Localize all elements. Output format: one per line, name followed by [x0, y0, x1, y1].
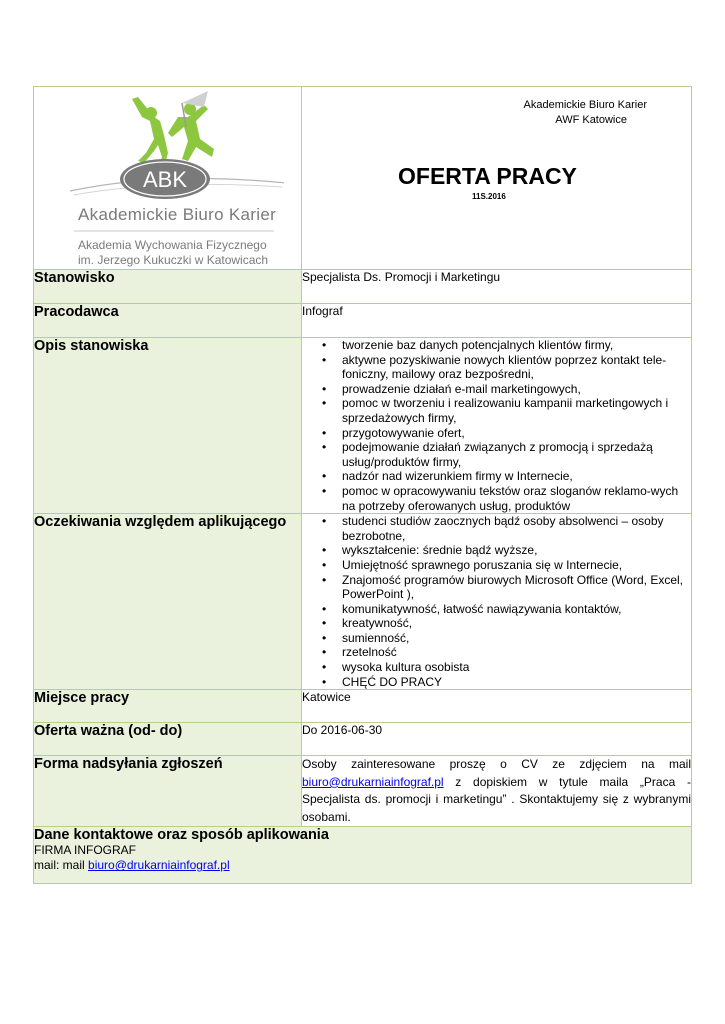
value-miejsce: Katowice	[302, 690, 692, 723]
forma-email-link[interactable]: biuro@drukarniainfograf.pl	[302, 774, 444, 789]
contact-mail-prefix: mail: mail	[34, 858, 89, 873]
list-item: • CHĘĆ DO PRACY	[342, 675, 691, 690]
value-oferta: Do 2016-06-30	[302, 723, 692, 756]
logo-badge-text: ABK	[142, 167, 188, 192]
offer-table	[33, 86, 692, 884]
value-opis	[302, 338, 692, 514]
value-oczekiwania	[302, 514, 692, 690]
list-item: • kreatywność,	[342, 616, 691, 631]
jumping-figure-left-icon	[132, 97, 168, 167]
row-opis	[34, 338, 692, 514]
row-contact	[34, 827, 692, 884]
row-stanowisko	[34, 270, 692, 304]
logo-subtitle-line1: Akademia Wychowania Fizycznego	[78, 238, 267, 252]
label-miejsce: Miejsce pracy	[34, 690, 302, 723]
value-stanowisko: Specjalista Ds. Promocji i Marketingu	[302, 270, 692, 304]
row-pracodawca	[34, 304, 692, 338]
contact-cell	[34, 827, 692, 884]
list-item: • wykształcenie: średnie bądź wyższe,	[342, 543, 691, 558]
forma-text-before: Osoby zainteresowane proszę o CV ze zdjęciem na mail	[302, 757, 691, 772]
org-name: Akademickie Biuro Karier	[523, 99, 647, 111]
logo-name: Akademickie Biuro Karier	[78, 205, 277, 224]
row-forma	[34, 756, 692, 827]
label-stanowisko: Stanowisko	[34, 270, 302, 304]
contact-email-link[interactable]: biuro@drukarniainfograf.pl	[88, 858, 230, 873]
contact-company: FIRMA INFOGRAF	[34, 843, 136, 858]
opis-list	[302, 338, 691, 513]
row-miejsce	[34, 690, 692, 723]
value-forma	[302, 756, 692, 827]
list-item: • tworzenie baz danych potencjalnych klientów firmy,	[342, 338, 691, 353]
job-offer-document	[33, 86, 691, 884]
oczekiwania-list	[302, 514, 691, 689]
list-item: • pomoc w tworzeniu i realizowaniu kampanii marketingowych i sprzedażowych firmy,	[342, 396, 691, 425]
row-oferta	[34, 723, 692, 756]
list-item: • wysoka kultura osobista	[342, 660, 691, 675]
list-item: • prowadzenie działań e-mail marketingowych,	[342, 382, 691, 397]
label-oczekiwania: Oczekiwania względem aplikującego	[34, 514, 302, 690]
list-item: • podejmowanie działań związanych z promocją i sprzedażą usług/produktów firmy,	[342, 440, 691, 469]
contact-mail-line	[34, 858, 691, 873]
logo-subtitle-line2: im. Jerzego Kukuczki w Katowicach	[78, 253, 269, 267]
list-item: • studenci studiów zaocznych bądź osoby absolwenci – osoby bezrobotne,	[342, 514, 691, 543]
list-item: • nadzór nad wizerunkiem firmy w Internecie,	[342, 469, 691, 484]
list-item: • przygotowywanie ofert,	[342, 426, 691, 441]
value-pracodawca: Infograf	[302, 304, 692, 338]
label-pracodawca: Pracodawca	[34, 304, 302, 338]
offer-reference: 11S.2016	[472, 192, 506, 201]
label-opis: Opis stanowiska	[34, 338, 302, 514]
jumping-figure-right-icon	[168, 103, 214, 161]
contact-title: Dane kontaktowe oraz sposób aplikowania	[34, 827, 329, 844]
list-item: • Znajomość programów biurowych Microsoft Office (Word, Excel, PowerPoint ),	[342, 573, 691, 602]
list-item: • sumienność,	[342, 631, 691, 646]
abk-logo-graphic	[54, 87, 284, 205]
page-title: OFERTA PRACY	[398, 163, 577, 189]
logo-divider	[74, 229, 274, 233]
forma-text-after: z dopiskiem w tytule maila „Praca - Specjalista ds. promocji i marketingu” . Skontaktujemy się z wybranymi osobami.	[302, 774, 691, 824]
list-item: • pomoc w opracowywaniu tekstów oraz sloganów reklamo-wych na potrzeby oferowanych usług, produktów	[342, 484, 691, 513]
row-oczekiwania	[34, 514, 692, 690]
org-unit: AWF Katowice	[555, 114, 627, 126]
label-oferta: Oferta ważna (od- do)	[34, 723, 302, 756]
logo-cell	[34, 87, 302, 270]
list-item: • komunikatywność, łatwość nawiązywania kontaktów,	[342, 602, 691, 617]
list-item: • aktywne pozyskiwanie nowych klientów poprzez kontakt tele-foniczny, mailowy oraz bezpośredni,	[342, 353, 691, 382]
label-forma: Forma nadsyłania zgłoszeń	[34, 756, 302, 827]
list-item: • Umiejętność sprawnego poruszania się w Internecie,	[342, 558, 691, 573]
list-item: • rzetelność	[342, 645, 691, 660]
header-title-cell	[302, 87, 692, 270]
